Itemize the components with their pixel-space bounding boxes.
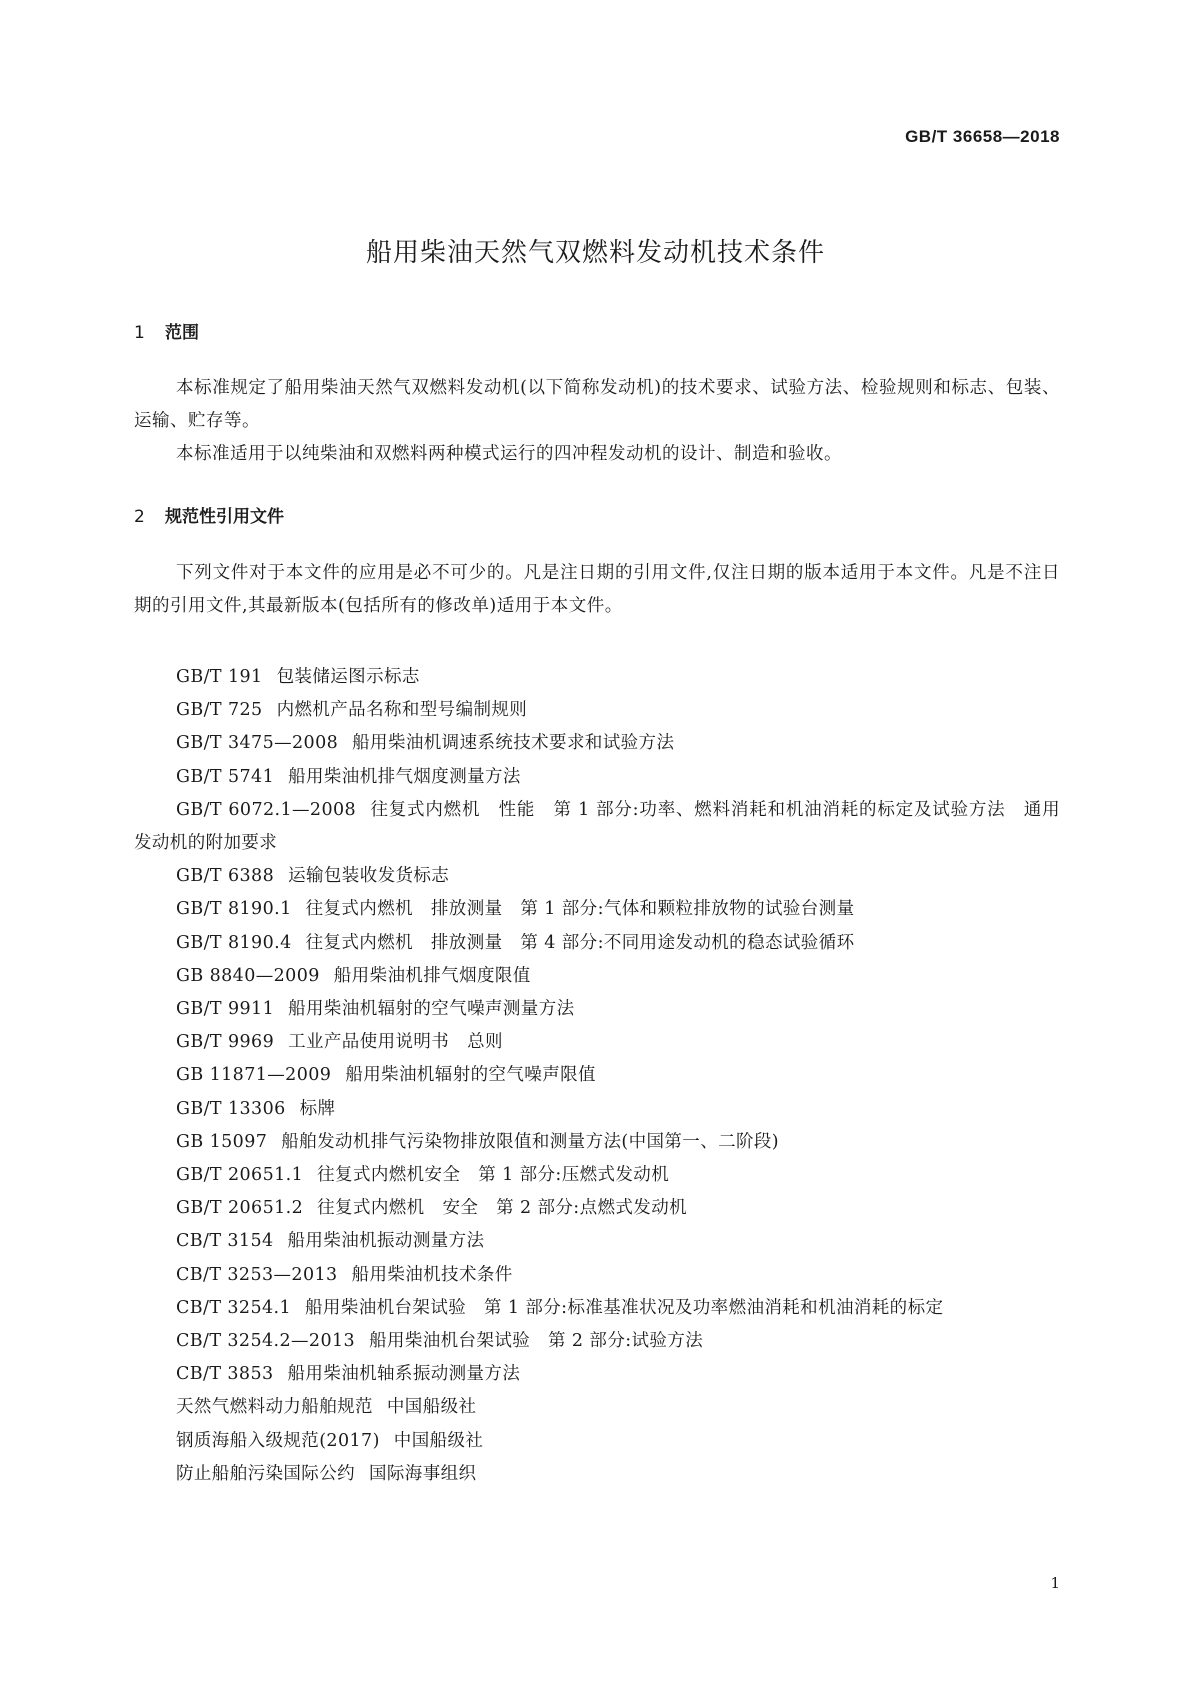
reference-item — [134, 860, 1060, 893]
reference-code: GB/T 13306 — [176, 1098, 286, 1119]
reference-code: GB/T 9969 — [176, 1032, 275, 1053]
reference-code: GB/T 6072.1—2008 — [176, 799, 357, 820]
reference-code: CB/T 3154 — [176, 1231, 274, 1252]
reference-item — [134, 1325, 1060, 1358]
reference-title: 船用柴油机技术条件 — [351, 1264, 513, 1285]
reference-item — [134, 960, 1060, 993]
scope-paragraph-2: 本标准适用于以纯柴油和双燃料两种模式运行的四冲程发动机的设计、制造和验收。 — [176, 444, 842, 464]
reference-item — [134, 1159, 1060, 1192]
reference-item — [134, 993, 1060, 1026]
reference-code: GB/T 20651.2 — [176, 1198, 304, 1219]
section-number: 2 — [134, 507, 145, 527]
reference-code: GB/T 6388 — [176, 866, 275, 887]
reference-title: 船用柴油机台架试验 第 2 部分:试验方法 — [369, 1331, 704, 1352]
reference-item — [134, 1358, 1060, 1391]
reference-title: 内燃机产品名称和型号编制规则 — [276, 700, 528, 721]
reference-title: 国际海事组织 — [369, 1463, 477, 1484]
reference-title: 往复式内燃机 排放测量 第 4 部分:不同用途发动机的稳态试验循环 — [305, 932, 855, 953]
reference-title: 往复式内燃机 性能 第 1 部分:功率、燃料消耗和机油消耗的标定及试验方法 通用发动机的附加要求 — [134, 799, 1060, 854]
reference-title: 船用柴油机轴系振动测量方法 — [287, 1364, 521, 1385]
reference-code: GB/T 8190.1 — [176, 899, 292, 920]
reference-title: 工业产品使用说明书 总则 — [288, 1032, 503, 1053]
reference-item — [134, 1192, 1060, 1225]
reference-title: 船用柴油机排气烟度测量方法 — [288, 766, 521, 787]
reference-code: GB/T 8190.4 — [176, 932, 292, 953]
standard-code: GB/T 36658—2018 — [905, 127, 1060, 146]
reference-item — [134, 1425, 1060, 1458]
reference-item — [134, 1093, 1060, 1126]
reference-code: CB/T 3253—2013 — [176, 1264, 338, 1285]
reference-title: 中国船级社 — [393, 1430, 484, 1451]
reference-item — [134, 1126, 1060, 1159]
reference-item — [134, 694, 1060, 727]
reference-code: CB/T 3853 — [176, 1364, 274, 1385]
reference-title: 中国船级社 — [386, 1397, 477, 1418]
reference-item — [134, 761, 1060, 794]
reference-code: 天然气燃料动力船舶规范 — [176, 1397, 373, 1418]
section-heading-normative-references — [134, 502, 284, 527]
section-number: 1 — [134, 323, 145, 343]
reference-list — [134, 661, 1060, 1491]
section-title: 规范性引用文件 — [165, 507, 284, 527]
scope-paragraph-1: 本标准规定了船用柴油天然气双燃料发动机(以下简称发动机)的技术要求、试验方法、检验规则和标志、包装、运输、贮存等。 — [134, 378, 1060, 431]
document-title: 船用柴油天然气双燃料发动机技术条件 — [365, 238, 825, 268]
reference-title: 标牌 — [299, 1098, 336, 1119]
reference-code: 防止船舶污染国际公约 — [176, 1463, 355, 1484]
reference-item — [134, 893, 1060, 926]
reference-item — [134, 727, 1060, 760]
reference-title: 船用柴油机辐射的空气噪声限值 — [345, 1065, 596, 1086]
reference-code: GB/T 725 — [176, 700, 263, 721]
reference-code: GB 11871—2009 — [176, 1065, 332, 1086]
reference-item — [134, 1458, 1060, 1491]
reference-item — [134, 1026, 1060, 1059]
reference-item — [134, 1391, 1060, 1424]
reference-title: 船用柴油机辐射的空气噪声测量方法 — [288, 999, 575, 1020]
reference-code: GB/T 191 — [176, 667, 263, 687]
reference-code: 钢质海船入级规范(2017) — [176, 1430, 380, 1451]
page-number: 1 — [1050, 1574, 1060, 1592]
reference-code: GB/T 20651.1 — [176, 1165, 304, 1186]
reference-title: 包装储运图示标志 — [276, 667, 420, 687]
reference-title: 船用柴油机台架试验 第 1 部分:标准基准状况及功率燃油消耗和机油消耗的标定 — [305, 1297, 944, 1318]
reference-title: 往复式内燃机安全 第 1 部分:压燃式发动机 — [317, 1165, 670, 1186]
reference-item — [134, 927, 1060, 960]
reference-code: CB/T 3254.1 — [176, 1297, 292, 1318]
reference-code: GB 8840—2009 — [176, 965, 320, 986]
reference-item — [134, 1059, 1060, 1092]
reference-title: 船用柴油机排气烟度限值 — [333, 965, 531, 986]
reference-title: 往复式内燃机 安全 第 2 部分:点燃式发动机 — [317, 1198, 687, 1219]
reference-title: 船用柴油机振动测量方法 — [287, 1231, 485, 1252]
section-title: 范围 — [165, 323, 199, 343]
reference-title: 运输包装收发货标志 — [288, 866, 450, 887]
reference-title: 船舶发动机排气污染物排放限值和测量方法(中国第一、二阶段) — [281, 1131, 780, 1152]
section-heading-scope — [134, 318, 199, 343]
reference-item — [134, 794, 1060, 860]
reference-code: GB/T 3475—2008 — [176, 733, 339, 754]
reference-code: GB 15097 — [176, 1131, 268, 1152]
reference-item — [134, 1225, 1060, 1258]
reference-item — [134, 661, 1060, 694]
references-intro-paragraph: 下列文件对于本文件的应用是必不可少的。凡是注日期的引用文件,仅注日期的版本适用于本文件。凡是不注日期的引用文件,其最新版本(包括所有的修改单)适用于本文件。 — [134, 563, 1060, 616]
reference-code: CB/T 3254.2—2013 — [176, 1331, 356, 1352]
reference-item — [134, 1292, 1060, 1325]
reference-title: 往复式内燃机 排放测量 第 1 部分:气体和颗粒排放物的试验台测量 — [305, 899, 855, 920]
reference-code: GB/T 9911 — [176, 999, 275, 1020]
reference-title: 船用柴油机调速系统技术要求和试验方法 — [352, 733, 675, 754]
reference-code: GB/T 5741 — [176, 766, 275, 787]
reference-item — [134, 1259, 1060, 1292]
